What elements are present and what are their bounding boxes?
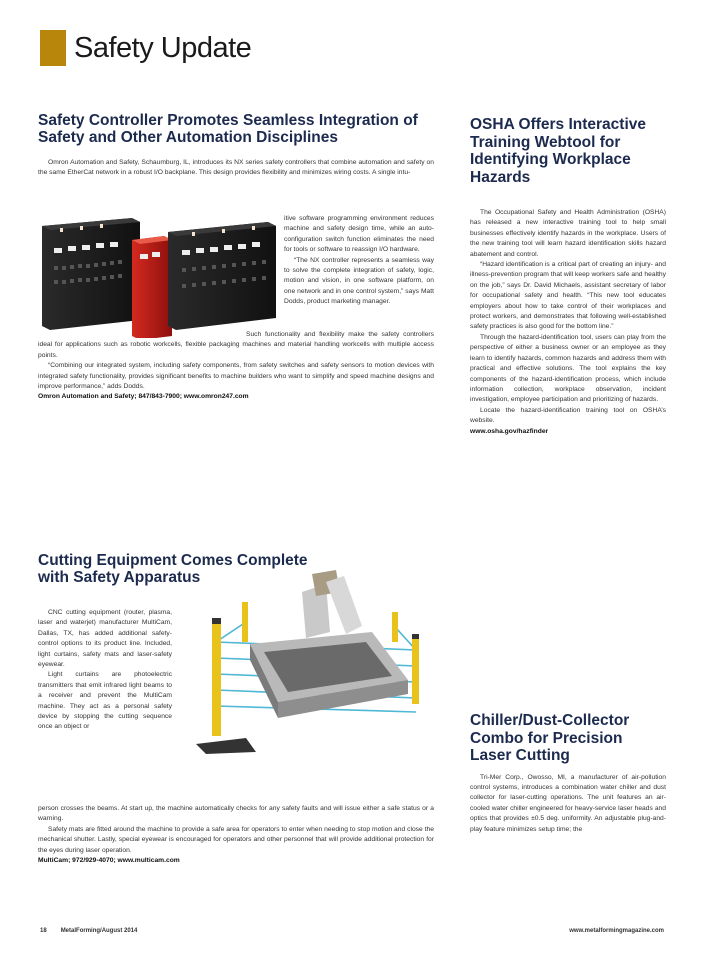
safety-controller-photo — [32, 208, 282, 338]
article1-bottom-text — [38, 330, 434, 403]
article1-p1: Omron Automation and Safety, Schaumburg, IL, introduces its NX series safety controllers that combine automation and safety on the same EtherCat network in a robust I/O backplane. This design provides flexibility and minimizes wiring costs. A single intu- — [38, 159, 434, 177]
article4-p1: Tri-Mer Corp., Owosso, MI, a manufacturer of air-pollution control systems, introduces a combination water chiller and dust collector for laser-cutting operations. The unit features an air-cooled water chiller engineered for heavy-service laser heads and optics that provides ±0.5 deg. uniformity. An adjustable plug-and-play feature minimizes setup time; the — [470, 773, 666, 833]
article-chiller-dust-collector — [470, 712, 666, 835]
article3-contact[interactable]: www.osha.gov/hazfinder — [470, 427, 549, 435]
article1-p1-side: itive software programming environment reduces machine and safety design time, while an auto-configuration switch function eliminates the need for tools or software to reassign I/O hardware. — [284, 215, 434, 254]
article2-p1: CNC cutting equipment (router, plasma, laser and waterjet) manufacturer MultiCam, Dallas, TX, has added additional safety-control options to its product line. Included, light curtains, safety mats and laser-safety eyewear. — [38, 609, 172, 669]
article2-p3: person crosses the beams. At start up, the machine automatically checks for any safety faults and will issue either a safe status or a warning. — [38, 805, 434, 823]
footer-left — [40, 928, 151, 934]
article1-contact: Omron Automation and Safety; 847/843-7900; www.omron247.com — [38, 393, 249, 401]
article1-headline: Safety Controller Promotes Seamless Integration of Safety and Other Automation Disciplines — [38, 112, 418, 146]
left-column — [38, 112, 434, 865]
article3-p1: The Occupational Safety and Health Administration (OSHA) has released a new interactive training tool to help small businesses effectively identify hazards in the workplace. Users of the new training tool will learn hazard identification skills hazard abatement and control. — [470, 209, 666, 258]
article1-side-text — [284, 214, 434, 308]
page-number: 18 — [40, 928, 47, 934]
article1-p3: Such functionality and flexibility make the safety controllers ideal for applications such as robotic workcells, flexible packaging machines and material handling workcells with multiple access points. — [38, 331, 434, 359]
article3-p2: “Hazard identification is a critical part of creating an injury- and illness-prevention program that will keep workers safe and healthy on the job,” says Dr. David Michaels, assistant secretary of labor for occupational safety and health. “This new tool educates employers about how to take control of their workplaces and protect workers, and demonstrates that following well-established safety practices is also good for the bottom line.” — [470, 261, 666, 331]
article2-p2: Light curtains are photoelectric transmitters that emit infrared light beams to a receiver and prevent the MultiCam machine. They act as a personal safety device by stopping the cutting sequence once an object or — [38, 671, 172, 731]
page-title: Safety Update — [74, 31, 252, 64]
header-accent-block — [40, 30, 66, 66]
article3-p3: Through the hazard-identification tool, users can play from the perspective of either a business owner or an employee as they learn to identify hazards, common hazards and address them with practical and effective solutions. The tool explains the key components of the hazard-identification process, which include information collection, workplace observation, incident investigation, employee participation and prioritizing of hazards. — [470, 333, 666, 404]
article3-text — [470, 208, 666, 437]
article2-bottom-text — [38, 804, 434, 866]
right-column — [470, 116, 666, 833]
article1-intro — [38, 158, 434, 179]
article4-text — [470, 773, 666, 835]
cnc-machine-photo — [176, 562, 436, 754]
article3-p4: Locate the hazard-identification training tool on OSHA’s website. — [470, 406, 666, 425]
article1-p4: “Combining our integrated system, including safety components, from safety switches and safety sensors to motion devices with integrated safety functionality, provides significant benefits to machine builders who want to simplify and speed machine designs and improve performance,” adds Dodds. — [38, 362, 434, 391]
section-header — [40, 30, 251, 66]
article3-headline: OSHA Offers Interactive Training Webtool for Identifying Workplace Hazards — [470, 116, 647, 186]
article4-headline: Chiller/Dust-Collector Combo for Precision Laser Cutting — [470, 712, 630, 764]
article1-p2: “The NX controller represents a seamless way to solve the complete integration of safety, logic, motion and vision, in one software platform, on one network and in one control system,” says Matt Dodds, product marketing manager. — [284, 256, 434, 306]
article2-p4: Safety mats are fitted around the machine to provide a safe area for operators to enter when needing to stop motion and close the mechanical shutter. Lastly, special eyewear is encouraged for operators and other personnel that will provide additional protection for the eyes during laser operation. — [38, 825, 434, 854]
article-cutting-equipment — [38, 552, 434, 865]
article-osha-webtool — [470, 116, 666, 435]
article2-side-text — [38, 608, 172, 733]
article2-contact: MultiCam; 972/929-4070; www.multicam.com — [38, 857, 180, 865]
article2-headline: Cutting Equipment Comes Complete with Safety Apparatus — [38, 552, 308, 586]
issue-label: MetalForming/August 2014 — [60, 928, 138, 934]
article-safety-controller — [38, 112, 434, 401]
footer-site[interactable]: www.metalformingmagazine.com — [569, 928, 664, 934]
